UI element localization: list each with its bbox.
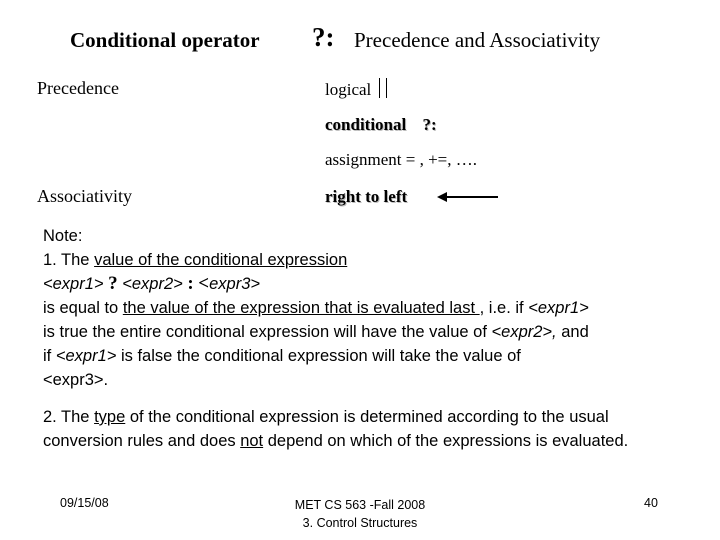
note-line-3: is equal to the value of the expression that is evaluated last , i.e. if <expr1> (43, 299, 589, 317)
type-word: type (94, 408, 126, 426)
precedence-conditional-row (325, 115, 437, 135)
footer-course-name: MET CS 563 -Fall 2008 (294, 498, 426, 512)
footer-page-number: 40 (644, 496, 658, 510)
title-operator: ?: (312, 22, 335, 52)
conditional-text: conditional (325, 115, 407, 134)
note-block (43, 224, 693, 453)
note-line-1: 1. The value of the conditional expression (43, 251, 348, 269)
title-right: Precedence and Associativity (354, 28, 601, 52)
note-line-6: <expr3>. (43, 371, 109, 389)
precedence-logical-row (325, 78, 387, 100)
note-paragraph-2: 2. The type of the conditional expression is determined according to the usual conversion rules and does not depend on which of the expressions is evaluated. (43, 408, 629, 450)
logical-text: logical (325, 80, 372, 99)
note-line-4: is true the entire conditional expression will have the value of <expr2>, and (43, 323, 589, 341)
title-left: Conditional operator (70, 28, 260, 52)
footer-date: 09/15/08 (60, 496, 109, 510)
associativity-label: Associativity (37, 186, 132, 206)
precedence-assignment-row: assignment = , +=, …. (325, 150, 478, 169)
value-of-conditional-expression: value of the conditional expression (94, 251, 348, 269)
conditional-operator: ?: (422, 115, 437, 134)
footer-chapter: 3. Control Structures (302, 516, 418, 530)
associativity-value: right to left (325, 187, 408, 206)
footer-course (280, 496, 440, 532)
or-bar-icon (379, 78, 380, 98)
note-heading: Note: (43, 227, 83, 245)
or-bar-icon (386, 78, 387, 98)
left-arrow-icon (437, 190, 499, 204)
note-line-2: <expr1> ? <expr2> : <expr3> (43, 273, 261, 294)
not-word: not (240, 432, 264, 450)
note-line-5: if <expr1> is false the conditional expression will take the value of (43, 347, 521, 365)
value-evaluated-last: the value of the expression that is evaluated last (122, 299, 480, 317)
precedence-label: Precedence (37, 78, 119, 98)
